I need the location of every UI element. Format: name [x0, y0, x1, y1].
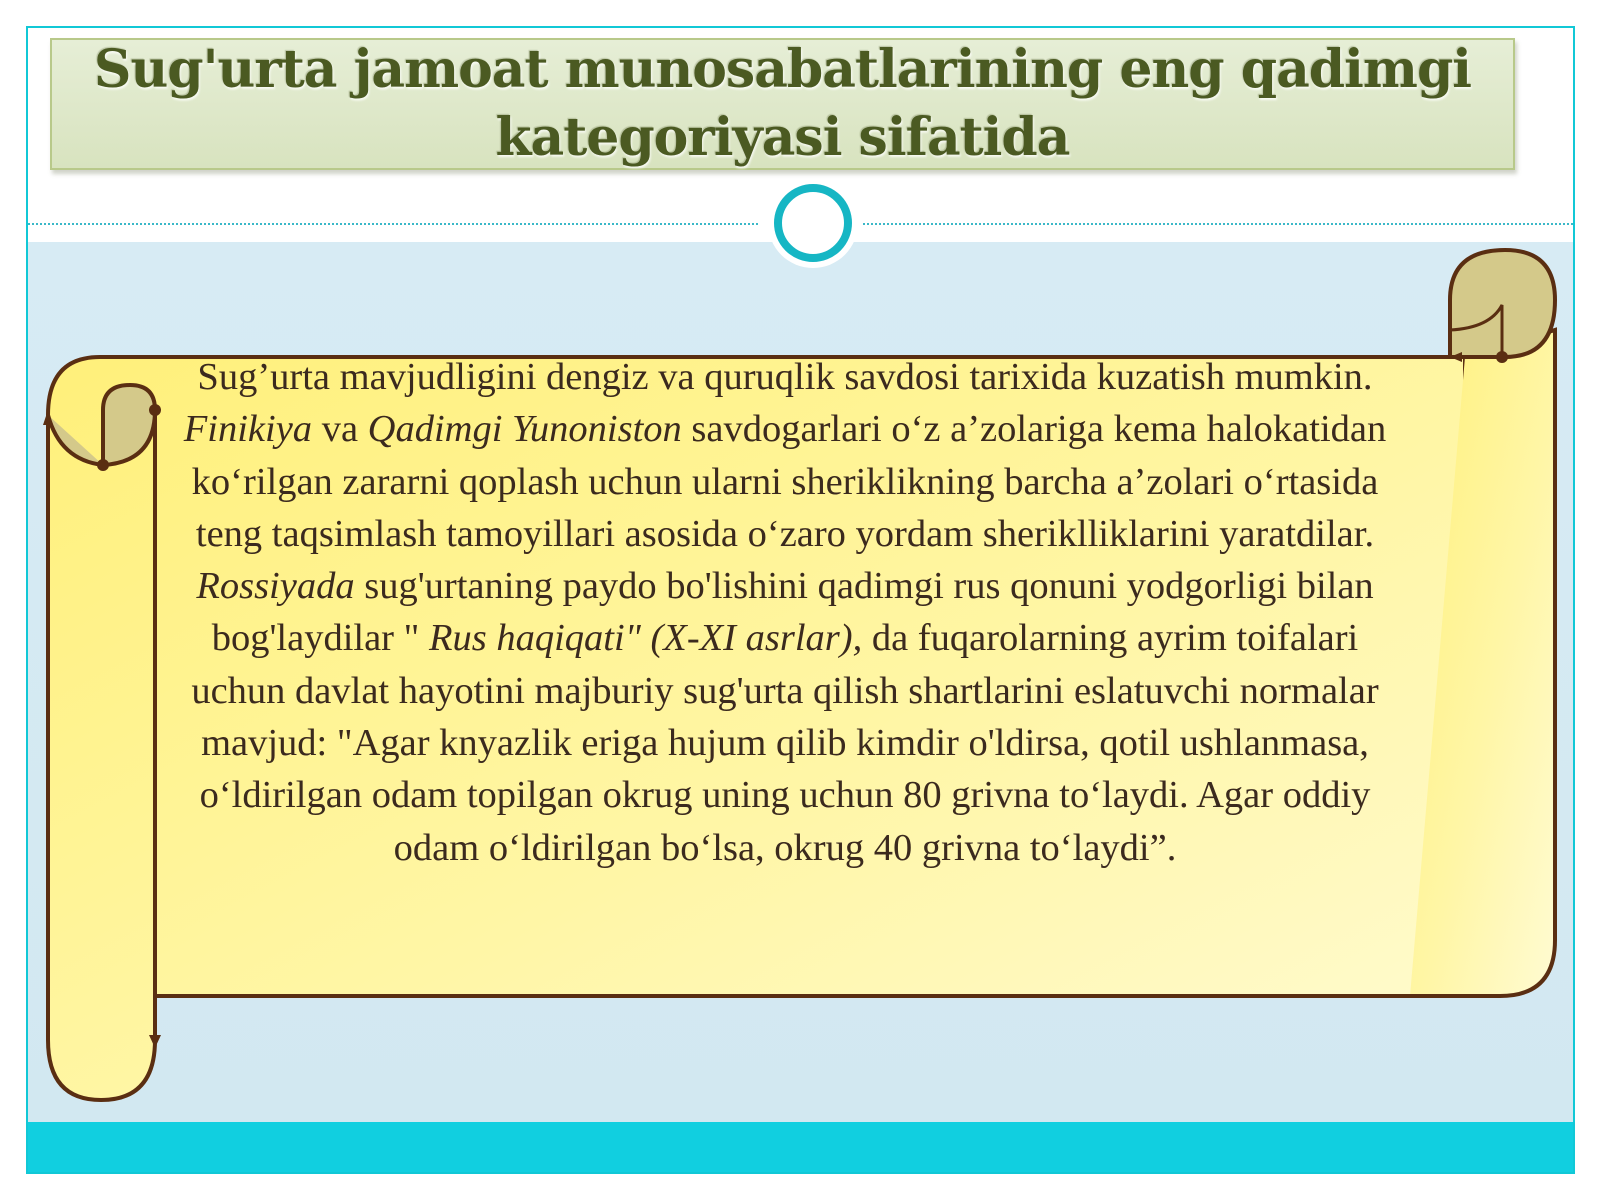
paragraph-1-text-1: Sug’urta mavjudligini dengiz va quruqlik savdosi tarixida kuzatish mumkin.: [197, 356, 1373, 398]
title-line-2: kategoriyasi sifatida: [495, 107, 1070, 168]
paragraph-1: [160, 351, 1410, 560]
body-text: [160, 351, 1410, 874]
rus-haqiqati-italic: Rus haqiqati" (X-XI asrlar),: [419, 617, 863, 660]
finikiya-italic: Finikiya: [183, 408, 313, 451]
paragraph-1-text-2: va: [312, 408, 368, 451]
rossiyada-italic: Rossiyada: [196, 565, 355, 608]
paragraph-2-text-1: sug'urtaning paydo bo'lishini qadimgi rus qonuni yodgorligi bilan bog'laydilar ": [211, 565, 1374, 660]
paragraph-1-text-3: savdogarlari o‘z a’zolariga kema halokatidan ko‘rilgan zararni qoplash uchun ularni sheriklikning barcha a’zolari o‘rtasida teng taqsimlash tamoyillari asosida o‘zaro yordam sheriklliklarini yaratdilar.: [191, 408, 1387, 555]
paragraph-2-text-2: da fuqarolarning ayrim toifalari uchun davlat hayotini majburiy sug'urta qilish shartlarini eslatuvchi normalar mavjud: "Agar knyazlik eriga hujum qilib kimdir o'ldirsa, qotil ushlanmasa, o‘ldirilgan odam topilgan okrug uning uchun 80 grivna to‘laydi. Agar oddiy odam o‘ldirilgan bo‘lsa, okrug 40 grivna to‘laydi”.: [191, 617, 1379, 869]
qadimgi-yunoniston-italic: Qadimgi Yunoniston: [367, 408, 682, 451]
paragraph-2: [160, 560, 1410, 874]
title-line-1: Sug'urta jamoat munosabatlarining eng qadimgi: [93, 39, 1472, 100]
